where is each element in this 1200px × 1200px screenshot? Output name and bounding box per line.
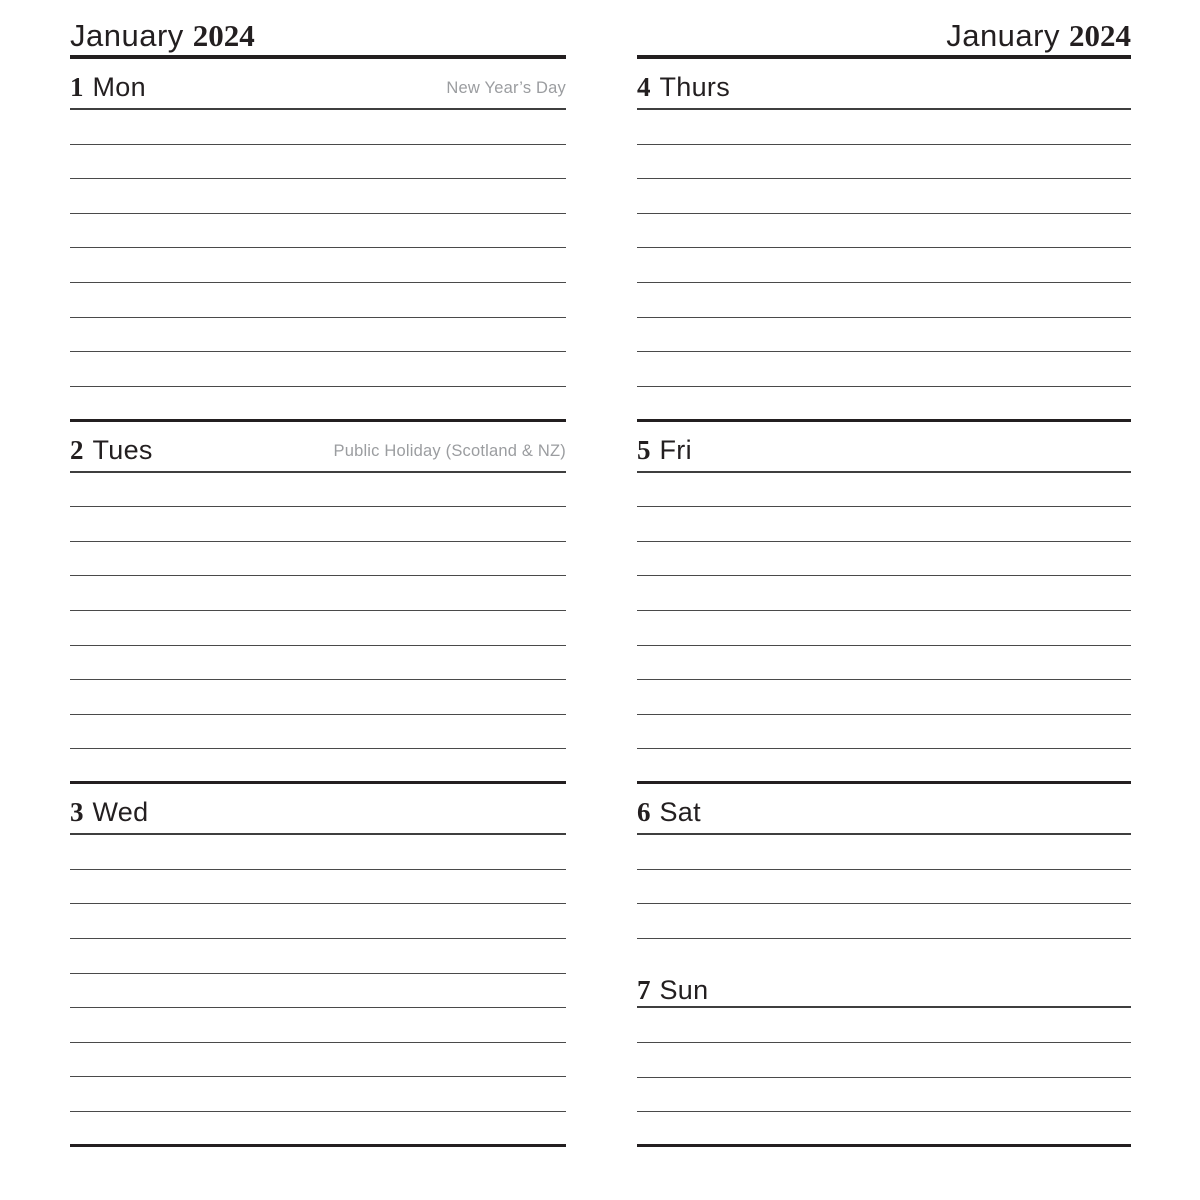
writing-line [70, 1077, 566, 1112]
writing-line [637, 576, 1131, 611]
writing-area [637, 473, 1131, 750]
writing-line [637, 542, 1131, 577]
writing-line [70, 283, 566, 318]
writing-line [70, 835, 566, 870]
writing-line [70, 145, 566, 180]
day-header [70, 784, 566, 835]
writing-line [637, 715, 1131, 750]
day-divider-line [70, 749, 566, 784]
writing-line [70, 110, 566, 145]
writing-line [637, 1008, 1131, 1043]
day-header [637, 974, 1131, 1008]
day-header [70, 59, 566, 110]
day-number: 7 [637, 974, 651, 1005]
writing-line [70, 870, 566, 905]
writing-line [70, 611, 566, 646]
day-name: Wed [92, 797, 149, 828]
day-name: Tues [92, 434, 153, 465]
writing-line [70, 352, 566, 387]
writing-area [637, 1008, 1131, 1147]
writing-line [637, 179, 1131, 214]
writing-line [70, 542, 566, 577]
day-number: 5 [637, 434, 651, 465]
writing-line [70, 646, 566, 681]
day-header [70, 422, 566, 473]
writing-line [70, 318, 566, 353]
day-divider-line [70, 387, 566, 422]
page-bottom-line [70, 1112, 566, 1147]
writing-line [637, 870, 1131, 905]
writing-line [637, 473, 1131, 508]
diary-page-left [70, 0, 566, 1147]
day-list-right [637, 59, 1131, 1147]
day-gap [637, 939, 1131, 974]
writing-area [637, 835, 1131, 939]
year-label: 2024 [1069, 18, 1131, 53]
day-name: Mon [92, 72, 146, 102]
writing-line [637, 680, 1131, 715]
day-section-7 [637, 939, 1131, 1147]
holiday-note: New Year’s Day [446, 79, 566, 97]
writing-line [70, 1043, 566, 1078]
writing-line [70, 576, 566, 611]
day-section-4 [637, 59, 1131, 387]
writing-line [637, 214, 1131, 249]
writing-area [70, 835, 566, 1147]
writing-line [637, 646, 1131, 681]
writing-line [637, 110, 1131, 145]
writing-line [637, 352, 1131, 387]
day-section-5 [637, 387, 1131, 750]
writing-line [637, 904, 1131, 939]
writing-area [70, 110, 566, 387]
writing-line [637, 145, 1131, 180]
day-name: Fri [659, 434, 692, 465]
writing-line [637, 835, 1131, 870]
writing-line [70, 680, 566, 715]
writing-line [70, 974, 566, 1009]
day-divider-line [637, 749, 1131, 784]
day-name: Sat [659, 797, 701, 828]
day-section-3 [70, 749, 566, 1147]
writing-line [70, 1008, 566, 1043]
writing-line [70, 715, 566, 750]
page-title-right [637, 0, 1131, 59]
day-divider-line [637, 387, 1131, 422]
day-section-6 [637, 749, 1131, 939]
writing-line [637, 318, 1131, 353]
page-bottom-line [637, 1112, 1131, 1147]
writing-line [70, 473, 566, 508]
day-header [637, 784, 1131, 835]
holiday-note: Public Holiday (Scotland & NZ) [333, 441, 566, 460]
day-header [637, 422, 1131, 473]
day-list-left [70, 59, 566, 1147]
day-section-1 [70, 59, 566, 387]
writing-line [637, 1078, 1131, 1113]
day-number: 4 [637, 72, 651, 102]
day-number: 1 [70, 72, 84, 102]
writing-area [637, 110, 1131, 387]
writing-line [70, 939, 566, 974]
writing-line [70, 248, 566, 283]
year-label: 2024 [192, 18, 255, 53]
writing-line [70, 904, 566, 939]
writing-line [637, 248, 1131, 283]
month-label: January [946, 18, 1060, 53]
day-name: Sun [659, 974, 709, 1005]
page-title-left [70, 0, 566, 59]
day-number: 2 [70, 434, 84, 465]
day-header [637, 59, 1131, 110]
writing-line [637, 283, 1131, 318]
writing-area [70, 473, 566, 750]
day-number: 3 [70, 797, 84, 828]
writing-line [70, 179, 566, 214]
writing-line [70, 507, 566, 542]
writing-line [70, 214, 566, 249]
diary-page-right [637, 0, 1131, 1147]
month-label: January [70, 18, 184, 53]
day-name: Thurs [659, 72, 731, 102]
writing-line [637, 611, 1131, 646]
writing-line [637, 1043, 1131, 1078]
writing-line [637, 507, 1131, 542]
day-number: 6 [637, 797, 651, 828]
day-section-2 [70, 387, 566, 750]
